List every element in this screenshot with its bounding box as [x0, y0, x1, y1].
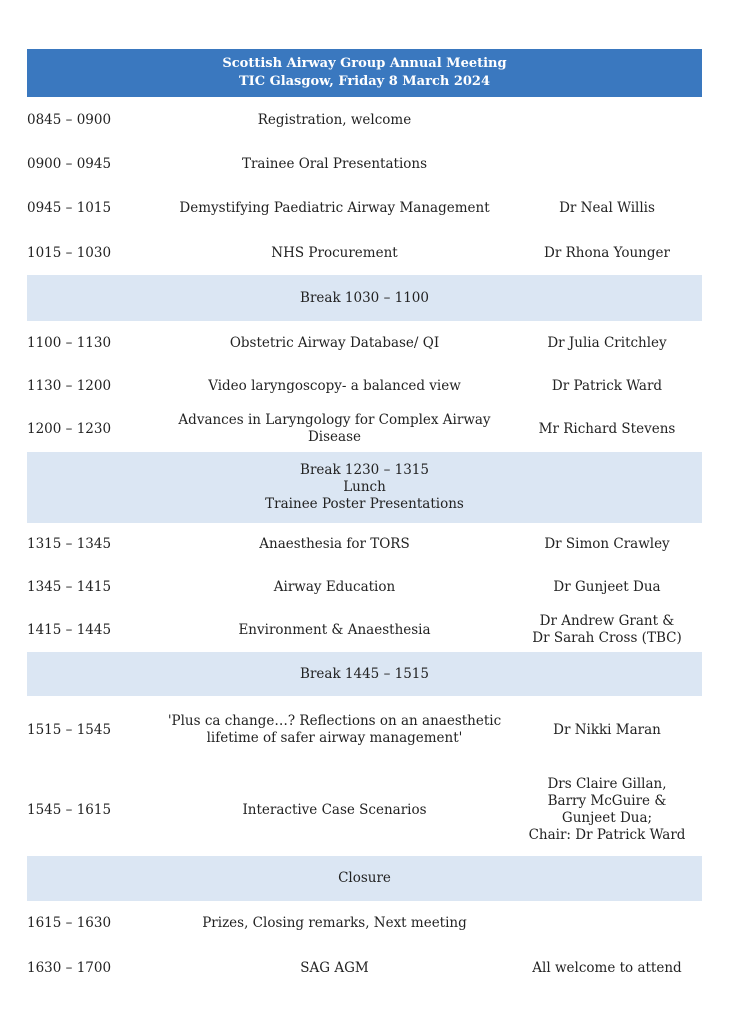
row-time: 1630 – 1700 — [27, 959, 112, 976]
break-row — [27, 856, 702, 901]
break-row — [27, 652, 702, 696]
break-label — [27, 462, 702, 513]
row-speaker: Mr Richard Stevens — [538, 420, 676, 437]
agenda-table — [27, 49, 702, 991]
speaker-line: Gunjeet Dua; — [561, 810, 653, 826]
row-title: Airway Education — [273, 578, 396, 595]
row-time: 1415 – 1445 — [27, 621, 112, 638]
table-row — [27, 608, 702, 652]
row-title: SAG AGM — [300, 959, 369, 976]
break-row — [27, 275, 702, 321]
row-time: 0945 – 1015 — [27, 199, 112, 216]
speaker-line: Dr Sarah Cross (TBC) — [532, 630, 682, 646]
row-speaker — [512, 613, 702, 647]
row-speaker: Dr Julia Critchley — [547, 335, 667, 351]
row-speaker: Dr Neal Willis — [559, 199, 655, 216]
row-title: Demystifying Paediatric Airway Management — [179, 199, 490, 216]
row-speaker: Dr Gunjeet Dua — [553, 578, 661, 595]
table-row — [27, 523, 702, 566]
speaker-line: Chair: Dr Patrick Ward — [528, 827, 686, 843]
meeting-title: Scottish Airway Group Annual Meeting — [222, 56, 507, 71]
break-line: Lunch — [343, 479, 386, 495]
speaker-line: Barry McGuire & — [547, 793, 667, 809]
row-title: Anaesthesia for TORS — [259, 536, 410, 552]
table-row — [27, 901, 702, 945]
row-speaker: Dr Nikki Maran — [553, 721, 661, 738]
table-row — [27, 945, 702, 991]
row-title — [157, 713, 512, 747]
row-speaker: All welcome to attend — [532, 959, 682, 976]
row-time: 1100 – 1130 — [27, 335, 112, 351]
row-time: 1200 – 1230 — [27, 420, 112, 437]
row-time: 1515 – 1545 — [27, 721, 112, 738]
table-row — [27, 185, 702, 231]
table-row — [27, 406, 702, 452]
row-time: 1130 – 1200 — [27, 377, 112, 394]
row-speaker: Dr Simon Crawley — [544, 536, 670, 552]
row-title: Prizes, Closing remarks, Next meeting — [202, 914, 467, 931]
row-title: NHS Procurement — [271, 244, 398, 261]
row-title: Video laryngoscopy- a balanced view — [208, 377, 461, 394]
row-speaker: Dr Rhona Younger — [544, 244, 670, 261]
table-row — [27, 696, 702, 764]
row-time: 1315 – 1345 — [27, 536, 112, 552]
break-line: Trainee Poster Presentations — [265, 496, 464, 512]
break-label: Break 1445 – 1515 — [300, 665, 429, 682]
table-row — [27, 143, 702, 185]
row-speaker — [512, 776, 702, 844]
table-row — [27, 231, 702, 275]
row-title: Obstetric Airway Database/ QI — [229, 335, 440, 351]
row-time: 1615 – 1630 — [27, 914, 112, 931]
table-row — [27, 321, 702, 366]
row-title: Advances in Laryngology for Complex Airway Disease — [178, 412, 491, 445]
row-time: 1545 – 1615 — [27, 801, 112, 818]
row-time: 0845 – 0900 — [27, 111, 112, 128]
row-time: 0900 – 0945 — [27, 155, 112, 172]
break-label: Closure — [338, 870, 391, 886]
row-time: 1015 – 1030 — [27, 244, 112, 261]
title-line: 'Plus ca change…? Reflections on an anaesthetic — [167, 713, 502, 729]
speaker-line: Dr Andrew Grant & — [539, 613, 675, 629]
row-title: Trainee Oral Presentations — [241, 155, 428, 172]
table-row — [27, 764, 702, 856]
table-row — [27, 97, 702, 143]
meeting-venue-date: TIC Glasgow, Friday 8 March 2024 — [238, 74, 491, 89]
title-line: lifetime of safer airway management' — [206, 730, 463, 746]
break-row — [27, 452, 702, 523]
speaker-line: Drs Claire Gillan, — [547, 776, 667, 792]
table-row — [27, 566, 702, 608]
agenda-header — [27, 49, 702, 97]
row-title: Interactive Case Scenarios — [242, 801, 427, 818]
break-label: Break 1030 – 1100 — [300, 289, 429, 306]
row-title: Registration, welcome — [257, 111, 412, 128]
row-time: 1345 – 1415 — [27, 578, 112, 595]
row-speaker: Dr Patrick Ward — [551, 377, 663, 394]
row-title: Environment & Anaesthesia — [238, 621, 431, 638]
table-row — [27, 366, 702, 406]
break-line: Break 1230 – 1315 — [300, 462, 429, 478]
